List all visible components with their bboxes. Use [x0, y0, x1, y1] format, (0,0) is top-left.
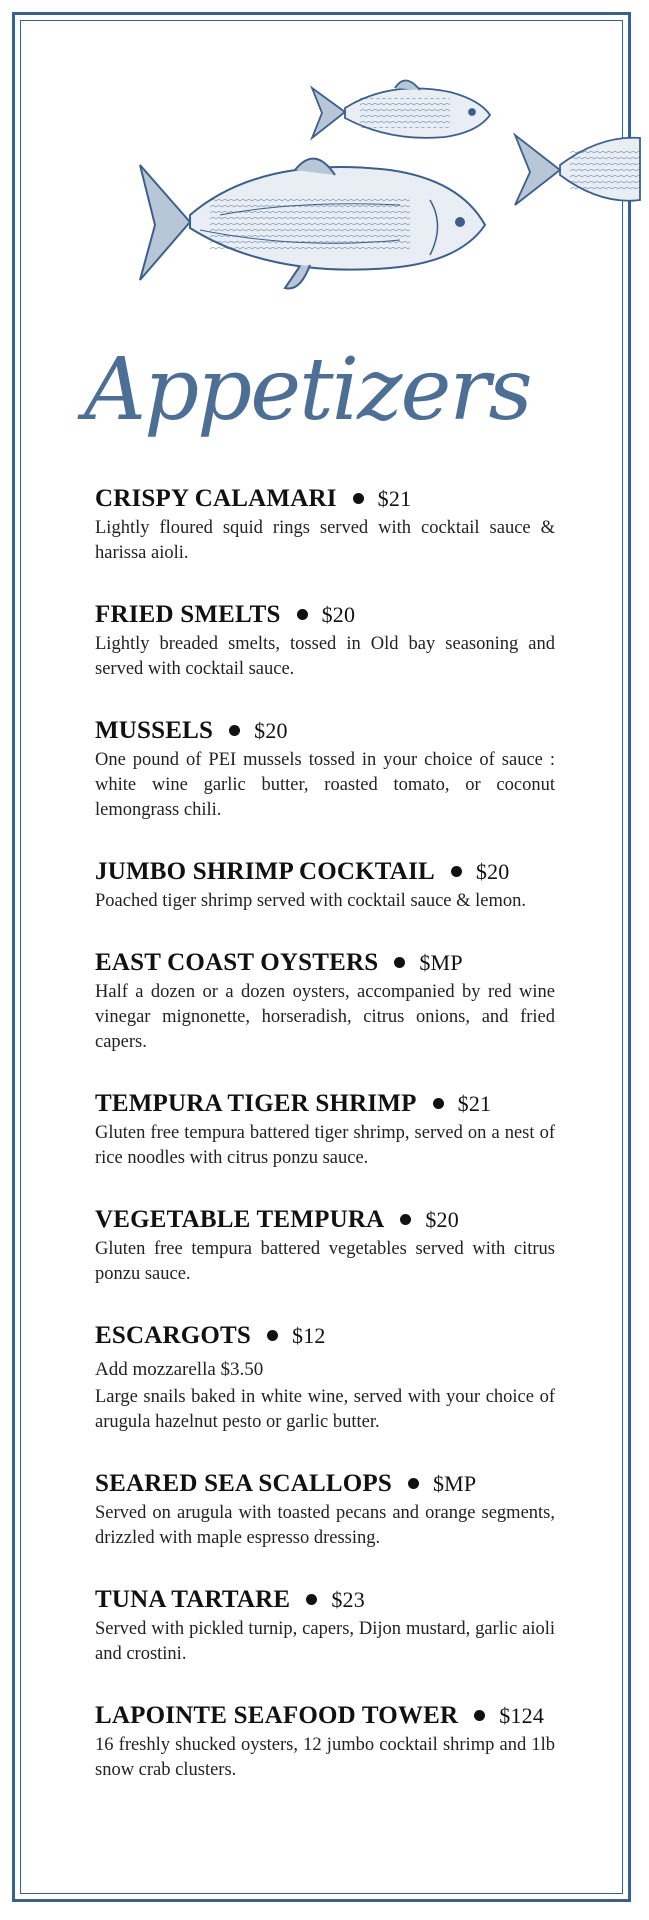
menu-item-name: TEMPURA TIGER SHRIMP — [95, 1090, 417, 1117]
menu-item-description: One pound of PEI mussels tossed in your choice of sauce : white wine garlic butter, roasted tomato, or coconut lemongrass chili. — [95, 750, 555, 820]
bullet-icon — [267, 1330, 278, 1341]
menu-item-price: $20 — [321, 602, 356, 627]
menu-item-price: $MP — [432, 1471, 477, 1496]
menu-item — [95, 484, 555, 566]
menu-item-price: $20 — [254, 718, 288, 743]
menu-item-title — [95, 600, 555, 630]
bullet-icon — [400, 1214, 411, 1225]
menu-item-description: Large snails baked in white wine, served with your choice of arugula hazelnut pesto or garlic butter. — [95, 1387, 555, 1432]
menu-item-name: TUNA TARTARE — [95, 1586, 291, 1613]
menu-item-price: $21 — [377, 486, 412, 511]
menu-item-title — [95, 1469, 555, 1499]
bullet-icon — [297, 609, 308, 620]
menu-item — [95, 948, 555, 1055]
menu-item-title — [95, 1089, 555, 1119]
menu-item-title — [95, 1205, 555, 1235]
menu-item-description: Served with pickled turnip, capers, Dijon mustard, garlic aioli and crostini. — [95, 1619, 555, 1664]
menu-item-price: $12 — [292, 1323, 326, 1348]
appetizer-list — [95, 484, 555, 1817]
bullet-icon — [353, 493, 364, 504]
menu-item-description: 16 freshly shucked oysters, 12 jumbo cocktail shrimp and 1lb snow crab clusters. — [95, 1735, 555, 1780]
menu-item-description: Gluten free tempura battered tiger shrimp, served on a nest of rice noodles with citrus ponzu sauce. — [95, 1123, 555, 1168]
menu-item-title — [95, 948, 555, 978]
menu-item-title — [95, 857, 555, 887]
menu-item-name: LAPOINTE SEAFOOD TOWER — [95, 1702, 459, 1729]
bullet-icon — [451, 866, 462, 877]
menu-item-name: EAST COAST OYSTERS — [95, 949, 379, 976]
menu-item — [95, 1321, 555, 1435]
menu-item-description: Half a dozen or a dozen oysters, accompanied by red wine vinegar mignonette, horseradish, citrus onions, and fried capers. — [95, 982, 555, 1052]
menu-item-addon: Add mozzarella $3.50 — [95, 1359, 264, 1380]
partial-fish-icon — [515, 135, 640, 205]
menu-item — [95, 1089, 555, 1171]
menu-item-name: VEGETABLE TEMPURA — [95, 1206, 385, 1233]
menu-item — [95, 1469, 555, 1551]
menu-item-description: Lightly floured squid rings served with cocktail sauce & harissa aioli. — [95, 518, 555, 563]
menu-item-name: CRISPY CALAMARI — [95, 485, 337, 512]
menu-item-title — [95, 1701, 555, 1731]
menu-item-description: Poached tiger shrimp served with cocktail sauce & lemon. — [95, 891, 527, 911]
menu-item-name: FRIED SMELTS — [95, 601, 281, 628]
menu-item — [95, 716, 555, 823]
menu-item-description: Gluten free tempura battered vegetables served with citrus ponzu sauce. — [95, 1239, 555, 1284]
menu-item-name: SEARED SEA SCALLOPS — [95, 1470, 392, 1497]
fish-illustration — [0, 0, 649, 310]
bullet-icon — [306, 1594, 317, 1605]
menu-item-price: $124 — [499, 1703, 545, 1728]
bullet-icon — [474, 1710, 485, 1721]
menu-heading: Appetizers — [84, 340, 531, 440]
menu-item-price: $20 — [475, 859, 510, 884]
menu-item — [95, 600, 555, 682]
bullet-icon — [394, 957, 405, 968]
bullet-icon — [433, 1098, 444, 1109]
small-fish-icon — [312, 80, 490, 138]
menu-item-name: ESCARGOTS — [95, 1322, 252, 1349]
menu-item-title — [95, 1585, 555, 1615]
menu-item-name: JUMBO SHRIMP COCKTAIL — [95, 858, 435, 885]
menu-item — [95, 857, 555, 914]
bullet-icon — [229, 725, 240, 736]
menu-item-price: $21 — [457, 1091, 492, 1116]
menu-item-description: Served on arugula with toasted pecans and orange segments, drizzled with maple espresso dressing. — [95, 1503, 555, 1548]
menu-item-price: $MP — [419, 950, 463, 975]
menu-item-price: $20 — [425, 1207, 459, 1232]
menu-item-name: MUSSELS — [95, 717, 214, 744]
menu-item-title — [95, 716, 555, 746]
menu-item-description: Lightly breaded smelts, tossed in Old bay seasoning and served with cocktail sauce. — [95, 634, 555, 679]
menu-item — [95, 1701, 555, 1783]
menu-item-title — [95, 1321, 555, 1351]
menu-item-title — [95, 484, 555, 514]
bullet-icon — [408, 1478, 419, 1489]
menu-item-price: $23 — [331, 1587, 365, 1612]
menu-item — [95, 1205, 555, 1287]
menu-item — [95, 1585, 555, 1667]
large-fish-icon — [140, 159, 485, 289]
